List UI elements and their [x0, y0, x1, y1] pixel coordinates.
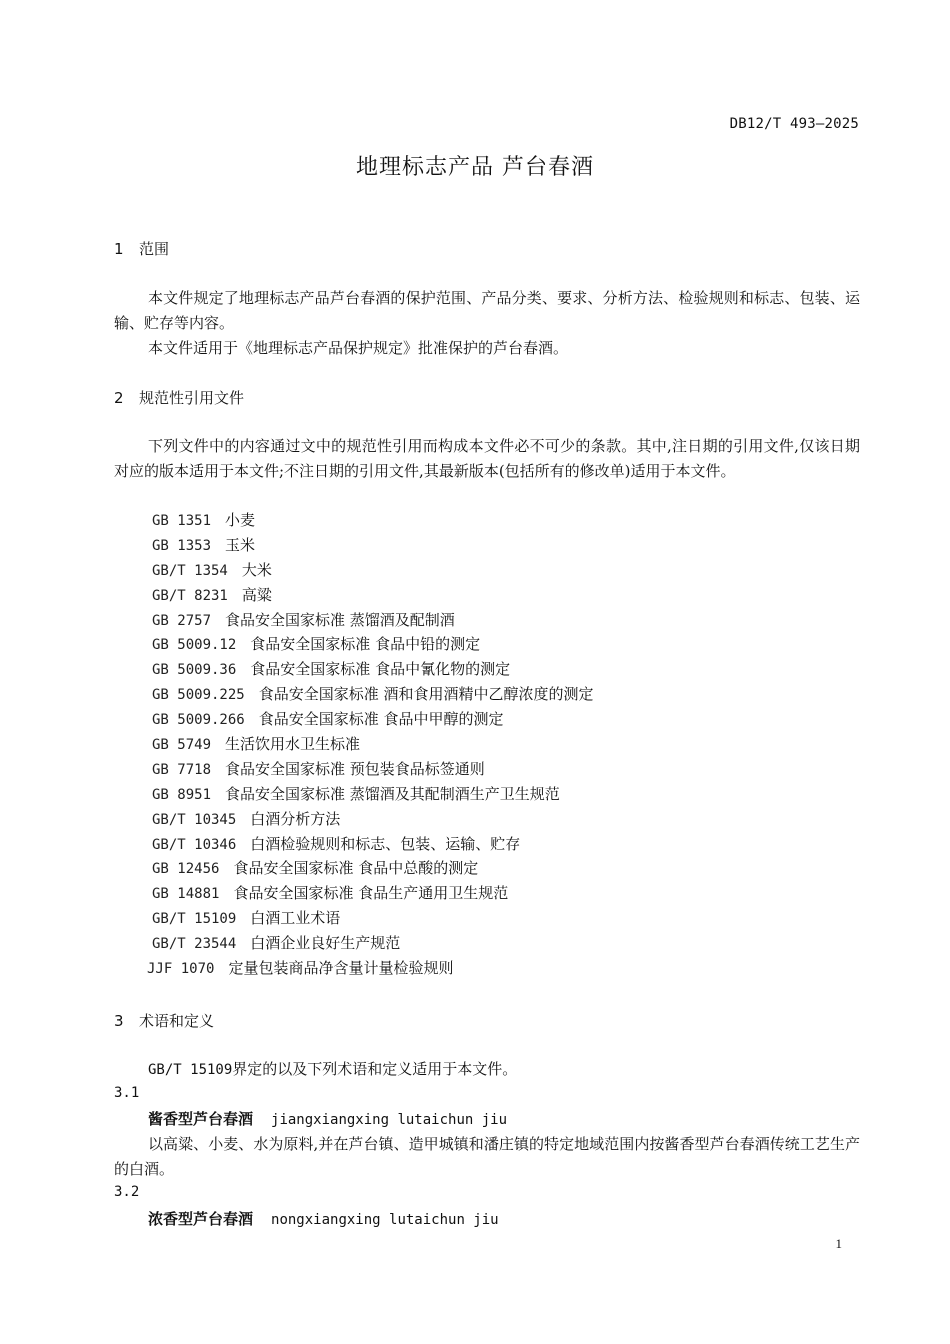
reference-item	[152, 807, 594, 832]
reference-item	[152, 533, 594, 558]
reference-title: 生活饮用水卫生标准	[225, 735, 361, 754]
reference-code: GB 14881	[152, 886, 220, 903]
reference-code: GB/T 1354	[152, 562, 228, 579]
reference-title: 高粱	[241, 585, 272, 604]
reference-code: JJF 1070	[147, 961, 215, 978]
reference-item	[152, 583, 594, 608]
reference-title: 白酒分析方法	[250, 809, 341, 828]
reference-list	[147, 508, 594, 981]
reference-title: 食品安全国家标准 酒和食用酒精中乙醇浓度的测定	[258, 685, 594, 704]
reference-item	[152, 931, 594, 956]
reference-code: GB/T 10345	[152, 811, 237, 828]
term-name-cn: 酱香型芦台春酒	[148, 1110, 254, 1128]
term-entry	[148, 1208, 499, 1229]
reference-item	[152, 757, 594, 782]
section-number: 1	[114, 240, 124, 258]
reference-code: GB 1351	[152, 513, 212, 529]
section-3-heading	[114, 1010, 214, 1031]
reference-item	[152, 856, 594, 881]
reference-item	[152, 657, 594, 682]
reference-code: GB 2757	[152, 612, 212, 629]
reference-title: 食品安全国家标准 食品中总酸的测定	[233, 859, 479, 878]
reference-item	[147, 956, 594, 981]
reference-title: 白酒企业良好生产规范	[250, 934, 401, 953]
term-entry	[148, 1108, 507, 1129]
reference-title: 食品安全国家标准 蒸馏酒及配制酒	[225, 610, 455, 629]
reference-item	[152, 782, 594, 807]
reference-title: 白酒检验规则和标志、包装、运输、贮存	[250, 834, 521, 853]
term-name-en: nongxiangxing lutaichun jiu	[271, 1212, 499, 1228]
document-code: DB12/T 493—2025	[729, 116, 859, 132]
reference-item	[152, 558, 594, 583]
reference-item	[152, 732, 594, 757]
section-title: 范围	[139, 240, 170, 258]
section-number: 3	[114, 1012, 124, 1030]
reference-code: GB 5009.266	[152, 712, 245, 729]
terms-intro	[114, 1057, 860, 1083]
term-number: 3.2	[114, 1184, 140, 1200]
section-title: 术语和定义	[139, 1012, 215, 1030]
scope-paragraph-2: 本文件适用于《地理标志产品保护规定》批准保护的芦台春酒。	[148, 339, 569, 357]
reference-title: 食品安全国家标准 食品生产通用卫生规范	[233, 884, 509, 903]
reference-title: 食品安全国家标准 预包装食品标签通则	[225, 759, 485, 778]
reference-title: 食品安全国家标准 蒸馏酒及其配制酒生产卫生规范	[225, 784, 560, 803]
term-definition: 以高粱、小麦、水为原料,并在芦台镇、造甲城镇和潘庄镇的特定地域范围内按酱香型芦台春酒传统工艺生产的白酒。	[114, 1135, 860, 1178]
reference-title: 食品安全国家标准 食品中氰化物的测定	[250, 660, 511, 679]
reference-code: GB 8951	[152, 786, 212, 803]
section-number: 2	[114, 389, 124, 407]
reference-code: GB 5749	[152, 737, 212, 754]
section-2-heading	[114, 387, 244, 408]
reference-code: GB 12456	[152, 861, 220, 878]
reference-code: GB/T 8231	[152, 587, 228, 604]
references-intro: 下列文件中的内容通过文中的规范性引用而构成本文件必不可少的条款。其中,注日期的引用文件,仅该日期对应的版本适用于本文件;不注日期的引用文件,其最新版本(包括所有的修改单)适用于本文件。	[114, 437, 860, 480]
term-name-en: jiangxiangxing lutaichun jiu	[271, 1112, 508, 1128]
reference-code: GB 5009.225	[152, 687, 245, 704]
reference-title: 食品安全国家标准 食品中铅的测定	[250, 635, 481, 654]
reference-item	[152, 707, 594, 732]
reference-code: GB/T 15109	[152, 911, 237, 928]
reference-item	[152, 881, 594, 906]
reference-code: GB 1353	[152, 537, 212, 554]
terms-intro-text: 界定的以及下列术语和定义适用于本文件。	[232, 1060, 518, 1078]
reference-title: 大米	[241, 560, 272, 579]
reference-item	[152, 832, 594, 857]
reference-code: GB 5009.36	[152, 662, 237, 679]
term-name-cn: 浓香型芦台春酒	[148, 1210, 254, 1228]
scope-paragraph-1: 本文件规定了地理标志产品芦台春酒的保护范围、产品分类、要求、分析方法、检验规则和标志、包装、运输、贮存等内容。	[114, 289, 860, 332]
reference-item	[152, 608, 594, 633]
term-number: 3.1	[114, 1085, 140, 1101]
reference-code: GB 7718	[152, 761, 212, 778]
reference-item	[152, 508, 594, 533]
reference-title: 定量包装商品净含量计量检验规则	[228, 959, 454, 978]
reference-item	[152, 632, 594, 657]
reference-title: 食品安全国家标准 食品中甲醇的测定	[258, 710, 504, 729]
reference-code: GB/T 23544	[152, 936, 237, 953]
section-title: 规范性引用文件	[139, 389, 245, 407]
section-1-heading	[114, 238, 169, 259]
reference-code: GB/T 10346	[152, 836, 237, 853]
reference-item	[152, 906, 594, 931]
reference-item	[152, 682, 594, 707]
reference-title: 白酒工业术语	[250, 909, 341, 928]
page-number: 1	[835, 1236, 842, 1251]
document-title: 地理标志产品 芦台春酒	[356, 155, 594, 180]
terms-intro-code: GB/T 15109	[148, 1062, 233, 1078]
reference-title: 小麦	[225, 511, 256, 529]
reference-title: 玉米	[225, 535, 256, 554]
reference-code: GB 5009.12	[152, 637, 237, 654]
